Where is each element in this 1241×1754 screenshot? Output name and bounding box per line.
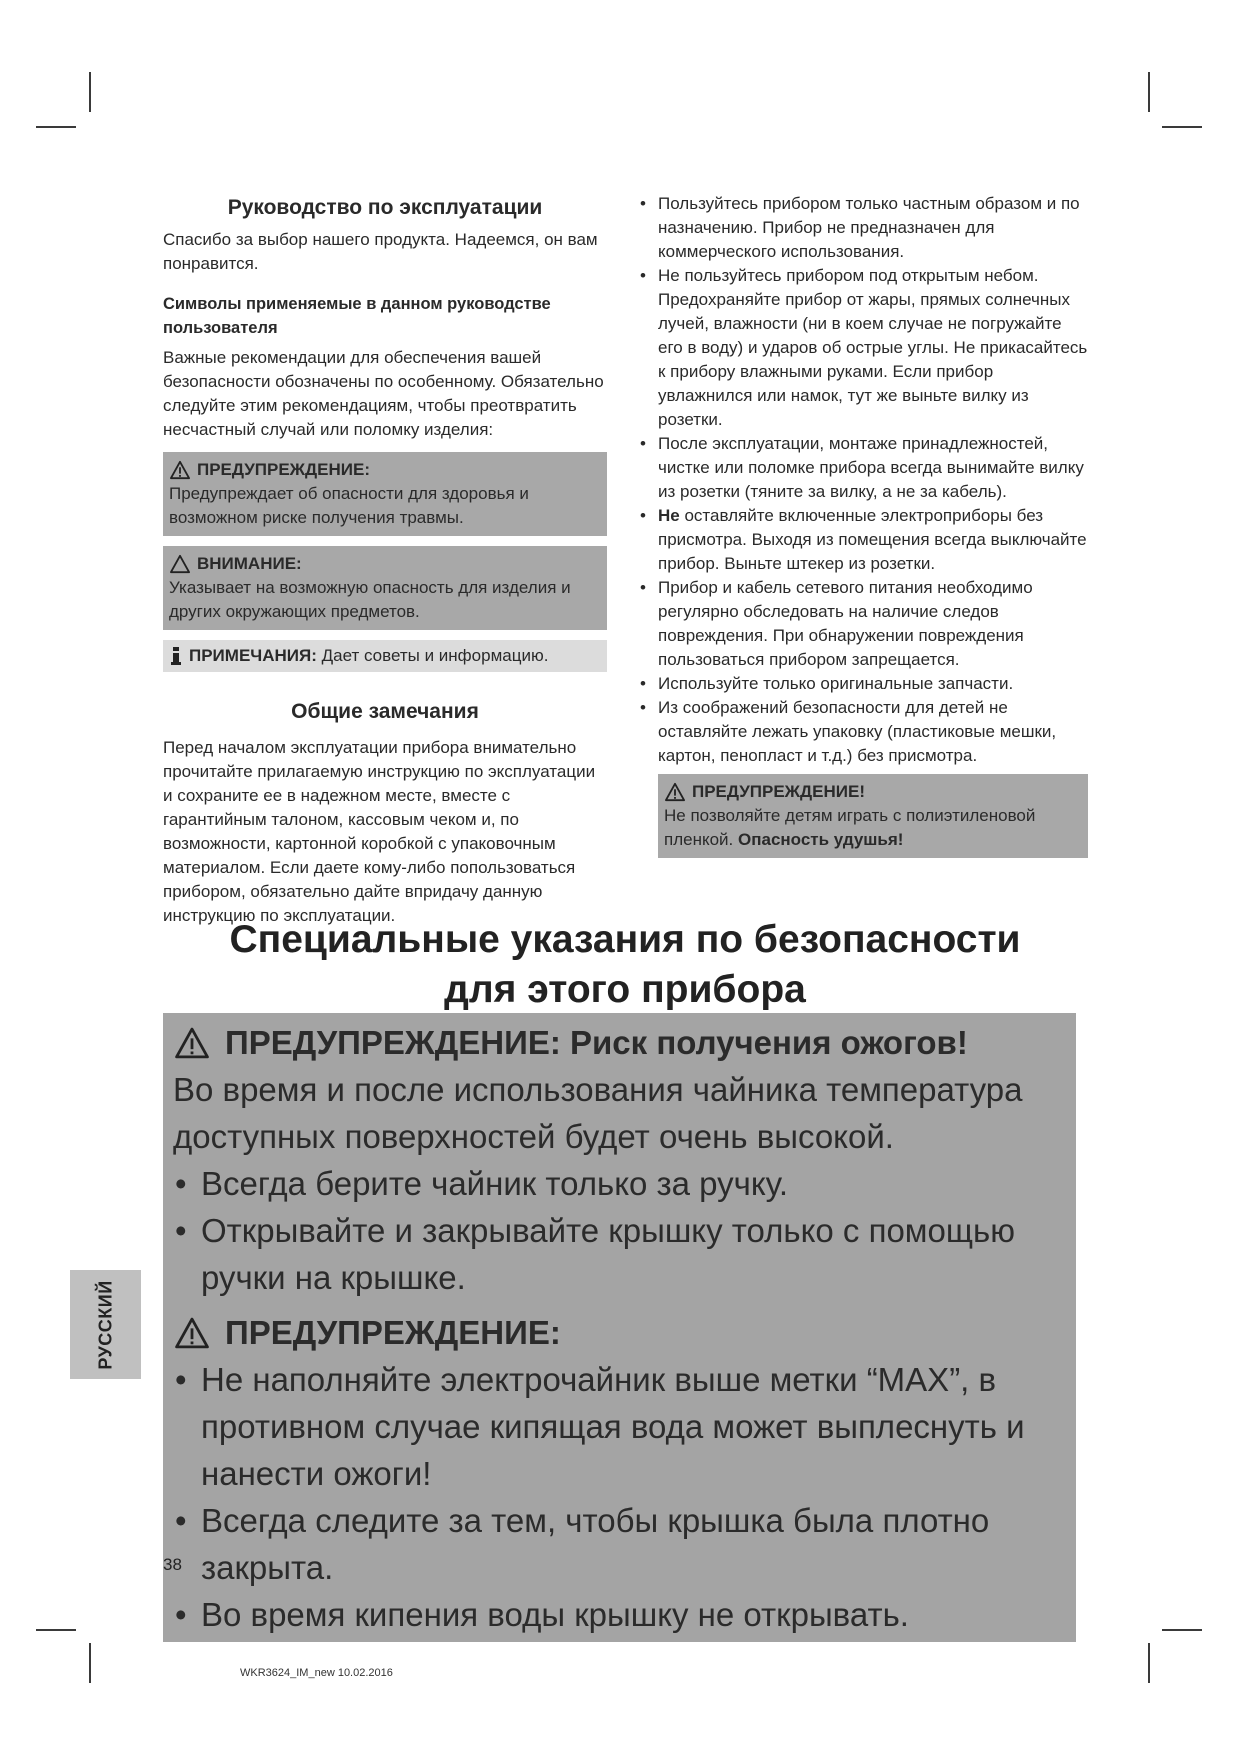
list-item: • Всегда следите за тем, чтобы крышка была плотно закрыта. — [173, 1497, 1066, 1591]
fill-warning-box — [163, 1303, 1076, 1642]
burn-warning-text: Во время и после использования чайника температура доступных поверхностей будет очень высокой. — [173, 1071, 1023, 1155]
crop-mark — [1148, 1643, 1150, 1683]
manual-title: Руководство по эксплуатации — [227, 196, 543, 219]
symbols-heading: Символы применяемые в данном руководстве пользователя — [163, 295, 551, 337]
warning-triangle-icon — [173, 1026, 211, 1060]
burn-warning-title: ПРЕДУПРЕЖДЕНИЕ: Риск получения ожогов! — [173, 1019, 1066, 1066]
footer-text: WKR3624_IM_new 10.02.2016 — [240, 1667, 393, 1679]
list-item: • После эксплуатации, монтаже принадлежностей, чистке или поломке прибора всегда вынимайте вилку из розетки (тяните за вилку, а не за кабель). — [640, 432, 1088, 504]
warning-symbol-title — [169, 458, 599, 482]
note-symbol-box — [163, 640, 607, 672]
crop-mark — [89, 1643, 91, 1683]
crop-mark — [89, 72, 91, 112]
children-warning-text: Не позволяйте детям играть с полиэтиленовой пленкой. Опасность удушья! — [664, 806, 1036, 849]
list-item: • Всегда берите чайник только за ручку. — [173, 1160, 1066, 1207]
note-symbol-title — [169, 644, 601, 668]
caution-symbol-box — [163, 546, 607, 630]
info-icon — [169, 646, 183, 666]
list-item: • Прибор и кабель сетевого питания необходимо регулярно обследовать на наличие следов повреждения. При обнаружении повреждения пользоваться прибором запрещается. — [640, 576, 1088, 672]
safety-list — [640, 192, 1088, 768]
children-warning-title — [664, 780, 1080, 804]
list-item: • Используйте только оригинальные запчасти. — [640, 672, 1088, 696]
caution-symbol-text: Указывает на возможную опасность для изделия и других окружающих предметов. — [169, 578, 571, 621]
note-symbol-label: ПРИМЕЧАНИЯ: — [189, 646, 317, 665]
children-warning-box — [658, 774, 1088, 858]
warning-triangle-icon — [173, 1316, 211, 1350]
special-safety-title: Специальные указания по безопасности для этого прибора — [229, 918, 1021, 1011]
list-item: • Из соображений безопасности для детей не оставляйте лежать упаковку (пластиковые мешки, картон, пенопласт и т.д.) без присмотра. — [640, 696, 1088, 768]
list-item: • Не пользуйтесь прибором под открытым небом. Предохраняйте прибор от жары, прямых солнечных лучей, влажности (ни в коем случае не погружайте его в воду) и ударов об острые углы. Не прикасайтесь к прибору влажными руками. Если прибор увлажнился или намок, тут же выньте вилку из розетки. — [640, 264, 1088, 432]
caution-triangle-icon — [169, 554, 191, 574]
right-column — [640, 192, 1088, 858]
general-text: Перед началом эксплуатации прибора внимательно прочитайте прилагаемую инструкцию по эксплуатации и сохраните ее в надежном месте, вместе с гарантийным талоном, кассовым чеком и, по возможности, картонной коробкой с упаковочным материалом. Если даете кому-либо попользоваться прибором, обязательно дайте впридачу данную инструкцию по эксплуатации. — [163, 738, 596, 925]
burn-warning-box — [163, 1013, 1076, 1305]
language-tab: РУССКИЙ — [70, 1270, 141, 1379]
crop-mark — [36, 1629, 76, 1631]
fill-warning-title: ПРЕДУПРЕЖДЕНИЕ: — [173, 1309, 1066, 1356]
fill-warning-list — [173, 1356, 1066, 1638]
symbols-text: Важные рекомендации для обеспечения вашей безопасности обозначены по особенному. Обязательно следуйте этим рекомендациям, чтобы преотвратить несчастный случай или поломку изделия: — [163, 348, 604, 439]
warning-symbol-label: ПРЕДУПРЕЖДЕНИЕ: — [197, 460, 370, 479]
left-column — [163, 194, 607, 928]
general-heading: Общие замечания — [291, 700, 479, 723]
thanks-text: Спасибо за выбор нашего продукта. Надеемся, он вам понравится. — [163, 230, 598, 273]
burn-warning-list — [173, 1160, 1066, 1301]
crop-mark — [1162, 1629, 1202, 1631]
crop-mark — [36, 126, 76, 128]
note-symbol-text: Дает советы и информацию. — [321, 646, 549, 665]
warning-symbol-box — [163, 452, 607, 536]
list-item: • Пользуйтесь прибором только частным образом и по назначению. Прибор не предназначен для коммерческого использования. — [640, 192, 1088, 264]
warning-triangle-icon — [664, 782, 686, 802]
children-warning-label: ПРЕДУПРЕЖДЕНИЕ! — [692, 782, 865, 801]
warning-symbol-text: Предупреждает об опасности для здоровья и возможном риске получения травмы. — [169, 484, 529, 527]
crop-mark — [1162, 126, 1202, 128]
warning-triangle-icon — [169, 460, 191, 480]
list-item: • Открывайте и закрывайте крышку только с помощью ручки на крышке. — [173, 1207, 1066, 1301]
list-item: • Не наполняйте электрочайник выше метки “MAX”, в противном случае кипящая вода может выплеснуть и нанести ожоги! — [173, 1356, 1066, 1497]
crop-mark — [1148, 72, 1150, 112]
caution-symbol-label: ВНИМАНИЕ: — [197, 554, 302, 573]
list-item: • Во время кипения воды крышку не открывать. — [173, 1591, 1066, 1638]
list-item: • Не оставляйте включенные электроприборы без присмотра. Выходя из помещения всегда выключайте прибор. Выньте штекер из розетки. — [640, 504, 1088, 576]
caution-symbol-title — [169, 552, 599, 576]
page-number: 38 — [163, 1555, 182, 1574]
